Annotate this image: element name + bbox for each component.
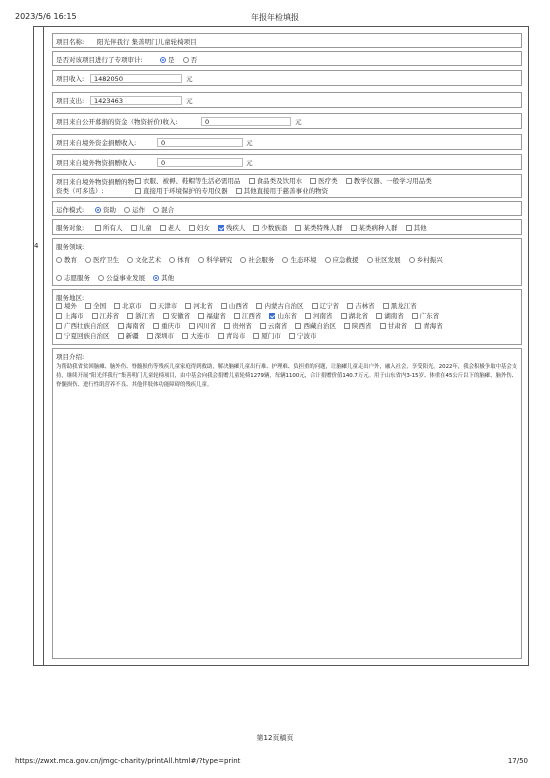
- checkbox-icon: [163, 313, 169, 319]
- radio-icon: [325, 257, 331, 263]
- overseas-funds-field[interactable]: 0: [157, 138, 243, 147]
- project-name-label: 项目名称:: [56, 38, 85, 46]
- checkbox-icon: [85, 303, 91, 309]
- checkbox-icon: [147, 333, 153, 339]
- overseas-goods-unit: 元: [246, 159, 253, 167]
- target-option[interactable]: 少数族裔: [253, 223, 287, 233]
- region-option[interactable]: 湖南省: [376, 311, 404, 321]
- goods-option[interactable]: 直接用于环境保护的专用仪器: [135, 186, 228, 196]
- checkbox-icon: [380, 323, 386, 329]
- checkbox-icon: [383, 303, 389, 309]
- target-option[interactable]: 其他: [406, 223, 427, 233]
- checkbox-icon: [249, 178, 255, 184]
- page-title: 年报年检填报: [251, 13, 299, 22]
- region-option[interactable]: 河南省: [305, 311, 333, 321]
- region-option[interactable]: 山西省: [221, 301, 249, 311]
- region-option[interactable]: 全国: [85, 301, 106, 311]
- checkbox-icon: [236, 188, 242, 194]
- public-fundraising-row: [52, 113, 522, 129]
- project-name-value: 阳光伴我行 集善明门儿童轮椅项目: [97, 38, 197, 46]
- target-option[interactable]: 儿童: [131, 223, 152, 233]
- goods-option[interactable]: 医疗类: [310, 176, 338, 186]
- audit-label: 是否对该项目进行了专项审计:: [56, 56, 143, 64]
- region-option[interactable]: 陕西省: [344, 321, 372, 331]
- region-option[interactable]: 深圳市: [147, 331, 175, 341]
- overseas-funds-label: 项目来自境外资金捐赠收入:: [56, 139, 137, 147]
- goods-option[interactable]: 食品类及饮用水: [249, 176, 303, 186]
- region-option[interactable]: 宁夏回族自治区: [56, 331, 110, 341]
- target-option[interactable]: 老人: [160, 223, 181, 233]
- region-option[interactable]: 福建省: [198, 311, 226, 321]
- goods-option[interactable]: 衣服、被褥、鞋帽等生活必需用品: [135, 176, 241, 186]
- region-option[interactable]: 青岛市: [218, 331, 246, 341]
- checked-checkbox-icon: [218, 225, 224, 231]
- field-option[interactable]: 公益事业发展: [98, 273, 145, 283]
- region-option[interactable]: 浙江省: [127, 311, 155, 321]
- radio-icon: [153, 207, 159, 213]
- region-option[interactable]: 广东省: [412, 311, 440, 321]
- checkbox-icon: [185, 303, 191, 309]
- radio-icon: [240, 257, 246, 263]
- field-option[interactable]: 文化艺术: [127, 255, 161, 265]
- checkbox-icon: [95, 225, 101, 231]
- region-option[interactable]: 安徽省: [163, 311, 191, 321]
- row-number: 4: [34, 242, 39, 250]
- region-option[interactable]: 黑龙江省: [383, 301, 417, 311]
- selected-radio-icon: [153, 275, 159, 281]
- checkbox-icon: [92, 313, 98, 319]
- checkbox-icon: [224, 323, 230, 329]
- checkbox-icon: [118, 323, 124, 329]
- checkbox-icon: [56, 313, 62, 319]
- checkbox-icon: [221, 303, 227, 309]
- radio-icon: [95, 207, 101, 213]
- project-name-row: [52, 33, 522, 48]
- expense-unit: 元: [186, 97, 193, 105]
- service-target-label: 服务对象:: [56, 224, 85, 232]
- radio-icon: [160, 57, 166, 63]
- service-field-label: 服务领域:: [56, 243, 85, 251]
- public-fundraising-label: 项目来自公开募捐的资金（物资折价)收入:: [56, 118, 178, 126]
- region-option[interactable]: 北京市: [114, 301, 142, 311]
- region-option[interactable]: 宁波市: [289, 331, 317, 341]
- checkbox-icon: [295, 323, 301, 329]
- region-option[interactable]: 山东省: [269, 311, 297, 321]
- radio-icon: [367, 257, 373, 263]
- radio-icon: [409, 257, 415, 263]
- radio-icon: [169, 257, 175, 263]
- target-option[interactable]: 残疾人: [218, 223, 246, 233]
- checkbox-icon: [150, 303, 156, 309]
- checkbox-icon: [135, 178, 141, 184]
- checked-checkbox-icon: [269, 313, 275, 319]
- goods-category-label: 项目来自境外物资捐赠的物资类（可多选）:: [56, 178, 134, 195]
- checkbox-icon: [344, 323, 350, 329]
- region-option[interactable]: 天津市: [150, 301, 178, 311]
- column-divider: [43, 26, 44, 666]
- checkbox-icon: [56, 333, 62, 339]
- checkbox-icon: [253, 225, 259, 231]
- region-option[interactable]: 内蒙古自治区: [256, 301, 303, 311]
- target-option[interactable]: 妇女: [189, 223, 210, 233]
- footer-url: https://zwxt.mca.gov.cn/jmgc-charity/printAll.html#/?type=print: [15, 757, 241, 765]
- mode-option[interactable]: 运作: [124, 205, 145, 215]
- region-option[interactable]: 吉林省: [347, 301, 375, 311]
- audit-row: [52, 51, 522, 66]
- checkbox-icon: [341, 313, 347, 319]
- checkbox-icon: [189, 225, 195, 231]
- radio-icon: [282, 257, 288, 263]
- radio-icon: [124, 207, 130, 213]
- region-option[interactable]: 辽宁省: [312, 301, 340, 311]
- mode-option[interactable]: 资助: [95, 205, 116, 215]
- checkbox-icon: [376, 313, 382, 319]
- service-region-row: [52, 289, 522, 345]
- checkbox-icon: [127, 313, 133, 319]
- overseas-funds-row: [52, 134, 522, 150]
- checkbox-icon: [412, 313, 418, 319]
- mode-option[interactable]: 混合: [153, 205, 174, 215]
- expense-row: [52, 92, 522, 108]
- income-label: 项目收入:: [56, 75, 85, 83]
- target-option[interactable]: 所有人: [95, 223, 123, 233]
- overseas-goods-label: 项目来自境外物资捐赠收入:: [56, 159, 137, 167]
- region-option[interactable]: 湖北省: [341, 311, 369, 321]
- checkbox-icon: [131, 225, 137, 231]
- checkbox-icon: [415, 323, 421, 329]
- field-option[interactable]: 志愿服务: [56, 273, 90, 283]
- checkbox-icon: [182, 333, 188, 339]
- checkbox-icon: [234, 313, 240, 319]
- expense-label: 项目支出:: [56, 97, 85, 105]
- checkbox-icon: [295, 225, 301, 231]
- checkbox-icon: [346, 178, 352, 184]
- overseas-goods-row: [52, 154, 522, 170]
- checkbox-icon: [135, 188, 141, 194]
- page-footer-label: 第12页稿页: [256, 734, 294, 742]
- checkbox-icon: [305, 313, 311, 319]
- checkbox-icon: [56, 303, 62, 309]
- radio-icon: [85, 257, 91, 263]
- radio-icon: [56, 275, 62, 281]
- project-intro-row: [52, 348, 522, 659]
- field-option[interactable]: 教育: [56, 255, 77, 265]
- region-option[interactable]: 甘肃省: [380, 321, 408, 331]
- checkbox-icon: [256, 303, 262, 309]
- region-option[interactable]: 大连市: [182, 331, 210, 341]
- checkbox-icon: [218, 333, 224, 339]
- audit-no-option[interactable]: 否: [183, 55, 198, 65]
- project-intro-label: 项目介绍:: [56, 353, 85, 361]
- region-option[interactable]: 海南省: [118, 321, 146, 331]
- region-option[interactable]: 江西省: [234, 311, 262, 321]
- radio-icon: [198, 257, 204, 263]
- checkbox-icon: [56, 323, 62, 329]
- service-target-row: [52, 219, 522, 235]
- region-option[interactable]: 厦门市: [253, 331, 281, 341]
- overseas-goods-field[interactable]: 0: [157, 158, 243, 167]
- region-option[interactable]: 境外: [56, 301, 77, 311]
- checkbox-icon: [160, 225, 166, 231]
- checkbox-icon: [153, 323, 159, 329]
- field-option[interactable]: 体育: [169, 255, 190, 265]
- checkbox-icon: [310, 178, 316, 184]
- goods-option[interactable]: 教学仪器、一般学习用品类: [346, 176, 432, 186]
- operation-mode-label: 运作模式:: [56, 206, 85, 214]
- checkbox-icon: [406, 225, 412, 231]
- print-datetime: 2023/5/6 16:15: [15, 12, 77, 21]
- field-option[interactable]: 生态环境: [282, 255, 316, 265]
- checkbox-icon: [253, 333, 259, 339]
- checkbox-icon: [198, 313, 204, 319]
- target-option[interactable]: 某类病种人群: [351, 223, 398, 233]
- income-row: [52, 70, 522, 86]
- region-option[interactable]: 广西壮族自治区: [56, 321, 110, 331]
- radio-icon: [56, 257, 62, 263]
- field-option[interactable]: 其他: [153, 273, 174, 283]
- checkbox-icon: [118, 333, 124, 339]
- expense-field[interactable]: 1423463: [90, 96, 182, 105]
- region-option[interactable]: 云南省: [260, 321, 288, 331]
- checkbox-icon: [347, 303, 353, 309]
- region-option[interactable]: 西藏自治区: [295, 321, 336, 331]
- overseas-funds-unit: 元: [246, 139, 253, 147]
- footer-page-count: 17/50: [507, 757, 528, 765]
- region-option[interactable]: 上海市: [56, 311, 84, 321]
- region-option[interactable]: 江苏省: [92, 311, 120, 321]
- region-option[interactable]: 青海省: [415, 321, 443, 331]
- region-option[interactable]: 重庆市: [153, 321, 181, 331]
- checkbox-icon: [312, 303, 318, 309]
- region-option[interactable]: 河北省: [185, 301, 213, 311]
- service-region-label: 服务地区:: [56, 294, 85, 302]
- public-fundraising-field[interactable]: 0: [201, 117, 291, 126]
- field-option[interactable]: 科学研究: [198, 255, 232, 265]
- region-option[interactable]: 新疆: [118, 331, 139, 341]
- radio-icon: [98, 275, 104, 281]
- region-option[interactable]: 贵州省: [224, 321, 252, 331]
- income-unit: 元: [186, 75, 193, 83]
- radio-icon: [127, 257, 133, 263]
- project-intro-text: 为帮助我省贫困脑瘫、脑外伤、脊髓损伤等残疾儿童家庭得到救助，解决脑瘫儿童出行难、护理难、负担重的问题，让脑瘫儿童走出户外，融入社会，享受阳光。2022年，我会积极争取中基会支持，继续开展“阳光伴我行”集善明门儿童轮椅项目，由中基会向我会捐赠儿童轮椅1279辆，每辆1100元，合计捐赠价值140.7万元。用于山东省内3-15岁、体重在45公斤以下的脑瘫、脑外伤、脊髓损伤、进行性肌营养不良、其他伴肢体功能障碍的残疾儿童。: [56, 364, 518, 388]
- checkbox-icon: [114, 303, 120, 309]
- audit-yes-option[interactable]: 是: [160, 55, 175, 65]
- public-fundraising-unit: 元: [295, 118, 302, 126]
- target-option[interactable]: 某类特殊人群: [295, 223, 342, 233]
- income-field[interactable]: 1482050: [90, 74, 182, 83]
- region-option[interactable]: 四川省: [189, 321, 217, 331]
- goods-option[interactable]: 其他直接用于慈善事业的物资: [236, 186, 329, 196]
- operation-mode-row: [52, 201, 522, 216]
- checkbox-icon: [289, 333, 295, 339]
- checkbox-icon: [260, 323, 266, 329]
- field-option[interactable]: 乡村振兴: [409, 255, 443, 265]
- service-field-row: [52, 238, 522, 286]
- radio-icon: [183, 57, 189, 63]
- field-option[interactable]: 应急救援: [325, 255, 359, 265]
- goods-category-row: [52, 174, 522, 198]
- field-option[interactable]: 社区发展: [367, 255, 401, 265]
- field-option[interactable]: 医疗卫生: [85, 255, 119, 265]
- checkbox-icon: [351, 225, 357, 231]
- checkbox-icon: [189, 323, 195, 329]
- field-option[interactable]: 社会服务: [240, 255, 274, 265]
